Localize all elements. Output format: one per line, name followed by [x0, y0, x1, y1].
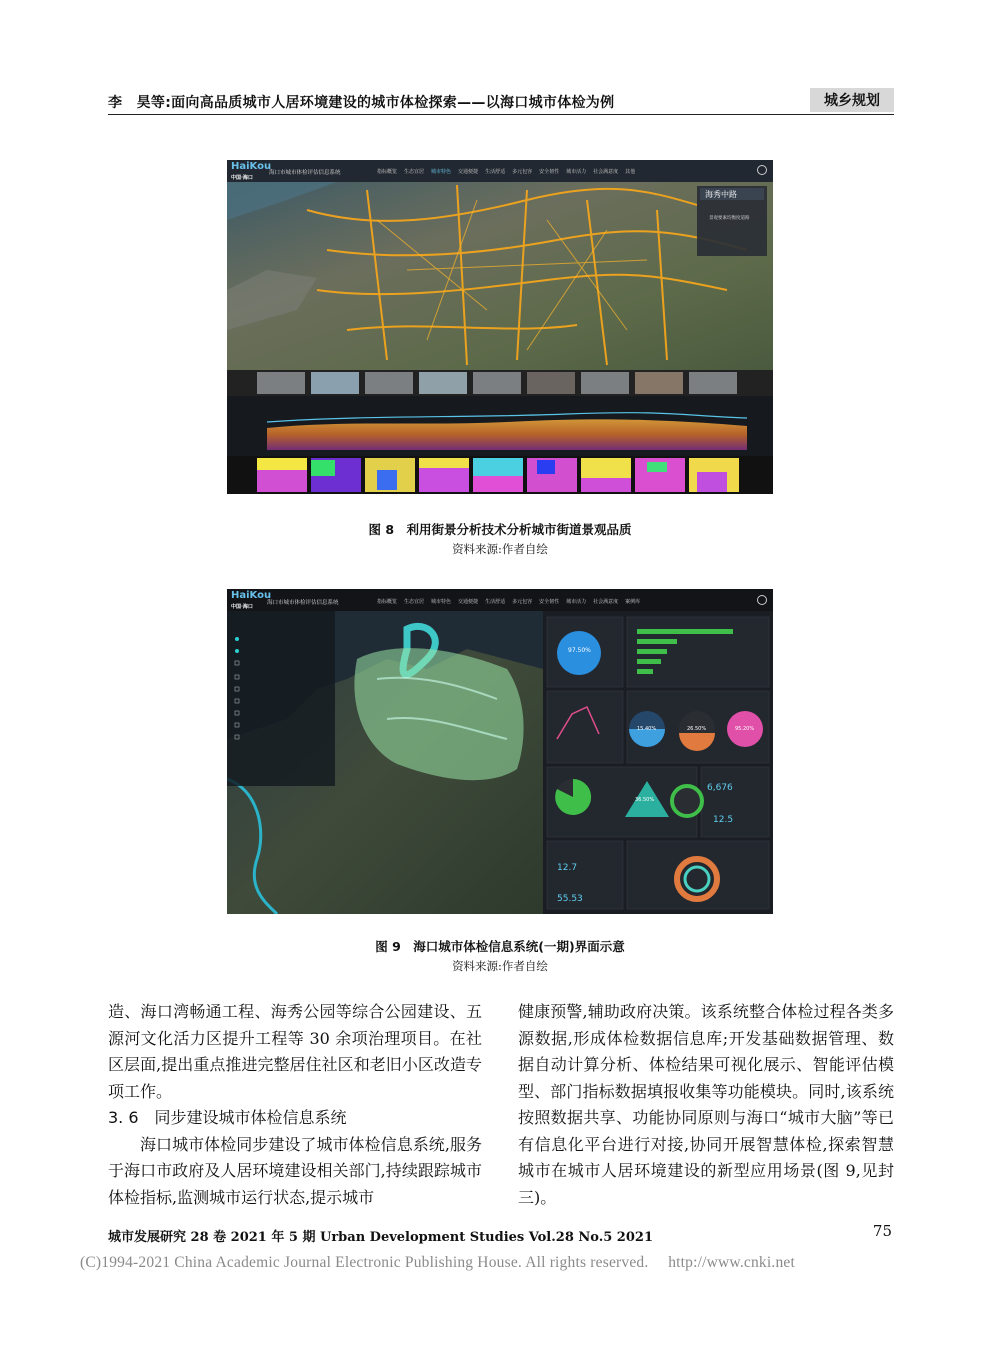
fig9-nav-item[interactable]: 安全韧性 — [539, 599, 560, 605]
user-icon[interactable] — [757, 595, 767, 605]
section-tag: 城乡规划 — [810, 88, 894, 112]
left-column — [108, 999, 482, 1211]
fig9-nav-item[interactable]: 城市特色 — [431, 599, 452, 605]
fig8-panel-title: 海秀中路 — [705, 190, 737, 199]
figure-8-screenshot — [227, 160, 773, 494]
fig8-logo: HaiKou — [231, 161, 272, 172]
fig8-nav-item[interactable]: 生态宜居 — [404, 169, 425, 175]
stat-value-4: 55.53 — [557, 894, 583, 904]
running-header — [108, 90, 894, 115]
body-paragraph: 海口城市体检同步建设了城市体检信息系统,服务于海口市政府及人居环境建设相关部门,持续跟踪城市体检指标,监测城市运行状态,提示城市 — [108, 1134, 482, 1207]
stat-value-1: 6,676 — [707, 783, 733, 793]
body-paragraph: 健康预警,辅助政府决策。该系统整合体检过程各类多源数据,形成体检数据信息库;开发基础数据管理、数据自动计算分析、体检结果可视化展示、智能评估模型、部门指标数据填报收集等功能模块。同时,该系统按照数据共享、功能协同原则与海口“城市大脑”等已有信息化平台进行对接,协同开展智慧体检,探索智慧城市在城市人居环境建设的新型应用场景(图 9,见封三)。 — [518, 1002, 894, 1207]
fig8-logo-sub: 中国·海口 — [231, 175, 253, 181]
figure-9-caption: 图 9 海口城市体检信息系统(一期)界面示意 — [375, 939, 625, 954]
donut-3-value: 95.20% — [735, 726, 755, 732]
fig8-nav-item[interactable]: 社会满意度 — [593, 169, 619, 175]
fig9-system-title: 海口市城市体检评估信息系统 — [267, 600, 339, 606]
park-value: 36.50% — [635, 797, 655, 803]
fig8-system-title: 海口市城市体检评估信息系统 — [269, 170, 341, 176]
section-heading: 3. 6 同步建设城市体检信息系统 — [108, 1108, 347, 1127]
figure-9-source: 资料来源:作者自绘 — [452, 959, 548, 973]
fig9-nav-item[interactable]: 生活舒适 — [485, 599, 506, 605]
fig9-nav[interactable] — [377, 598, 640, 605]
fig9-nav-item[interactable]: 社会满意度 — [593, 599, 619, 605]
fig9-logo-sub: 中国·海口 — [231, 604, 253, 610]
header-title: 李 昊等:面向高品质城市人居环境建设的城市体检探索——以海口城市体检为例 — [108, 95, 615, 111]
fig8-nav-item[interactable]: 交通便捷 — [458, 169, 479, 175]
fig8-nav-item[interactable]: 指标概览 — [377, 169, 398, 175]
fig9-nav-item[interactable]: 生态宜居 — [404, 599, 425, 605]
fig9-nav-item[interactable]: 指标概览 — [377, 599, 398, 605]
body-paragraph: 造、海口湾畅通工程、海秀公园等综合公园建设、五源河文化活力区提升工程等 30 余项治理项目。在社区层面,提出重点推进完整居住社区和老旧小区改造专项工作。 — [108, 1002, 482, 1101]
fig9-nav-item[interactable]: 城市活力 — [566, 599, 587, 605]
page-number: 75 — [872, 1222, 892, 1240]
fig8-nav-item[interactable]: 城市活力 — [566, 169, 587, 175]
air-quality-value: 97.50% — [568, 647, 591, 654]
copyright-line: (C)1994-2021 China Academic Journal Electronic Publishing House. All rights reserved. http://www.cnki.net — [80, 1254, 795, 1271]
fig8-nav-item[interactable]: 生活舒适 — [485, 169, 506, 175]
fig8-nav-item[interactable]: 多元包容 — [512, 169, 533, 175]
fig9-logo: HaiKou — [231, 590, 272, 601]
stat-value-2: 12.5 — [713, 815, 734, 825]
figure-8-source: 资料来源:作者自绘 — [452, 542, 548, 556]
figure-8-caption: 图 8 利用街景分析技术分析城市街道景观品质 — [368, 522, 632, 537]
fig8-nav-item[interactable]: 安全韧性 — [539, 169, 560, 175]
fig9-nav-item[interactable]: 多元包容 — [512, 599, 533, 605]
stat-value-3: 12.7 — [557, 863, 578, 873]
figure-9-screenshot — [227, 589, 773, 914]
fig9-nav-item[interactable]: 案例库 — [625, 599, 641, 605]
fig8-nav[interactable] — [377, 168, 635, 175]
fig9-nav-item[interactable]: 交通便捷 — [458, 599, 479, 605]
right-column — [518, 999, 894, 1211]
donut-1-value: 15.40% — [637, 726, 657, 732]
journal-footer: 城市发展研究 28 卷 2021 年 5 期 Urban Development Studies Vol.28 No.5 2021 — [108, 1230, 653, 1245]
fig8-panel-item: 景观要素均衡度道路 — [709, 216, 750, 221]
fig8-nav-item[interactable]: 城市特色 — [431, 169, 452, 175]
fig8-nav-item[interactable]: 其他 — [625, 169, 636, 175]
user-icon[interactable] — [757, 165, 767, 175]
donut-2-value: 26.50% — [687, 726, 707, 732]
